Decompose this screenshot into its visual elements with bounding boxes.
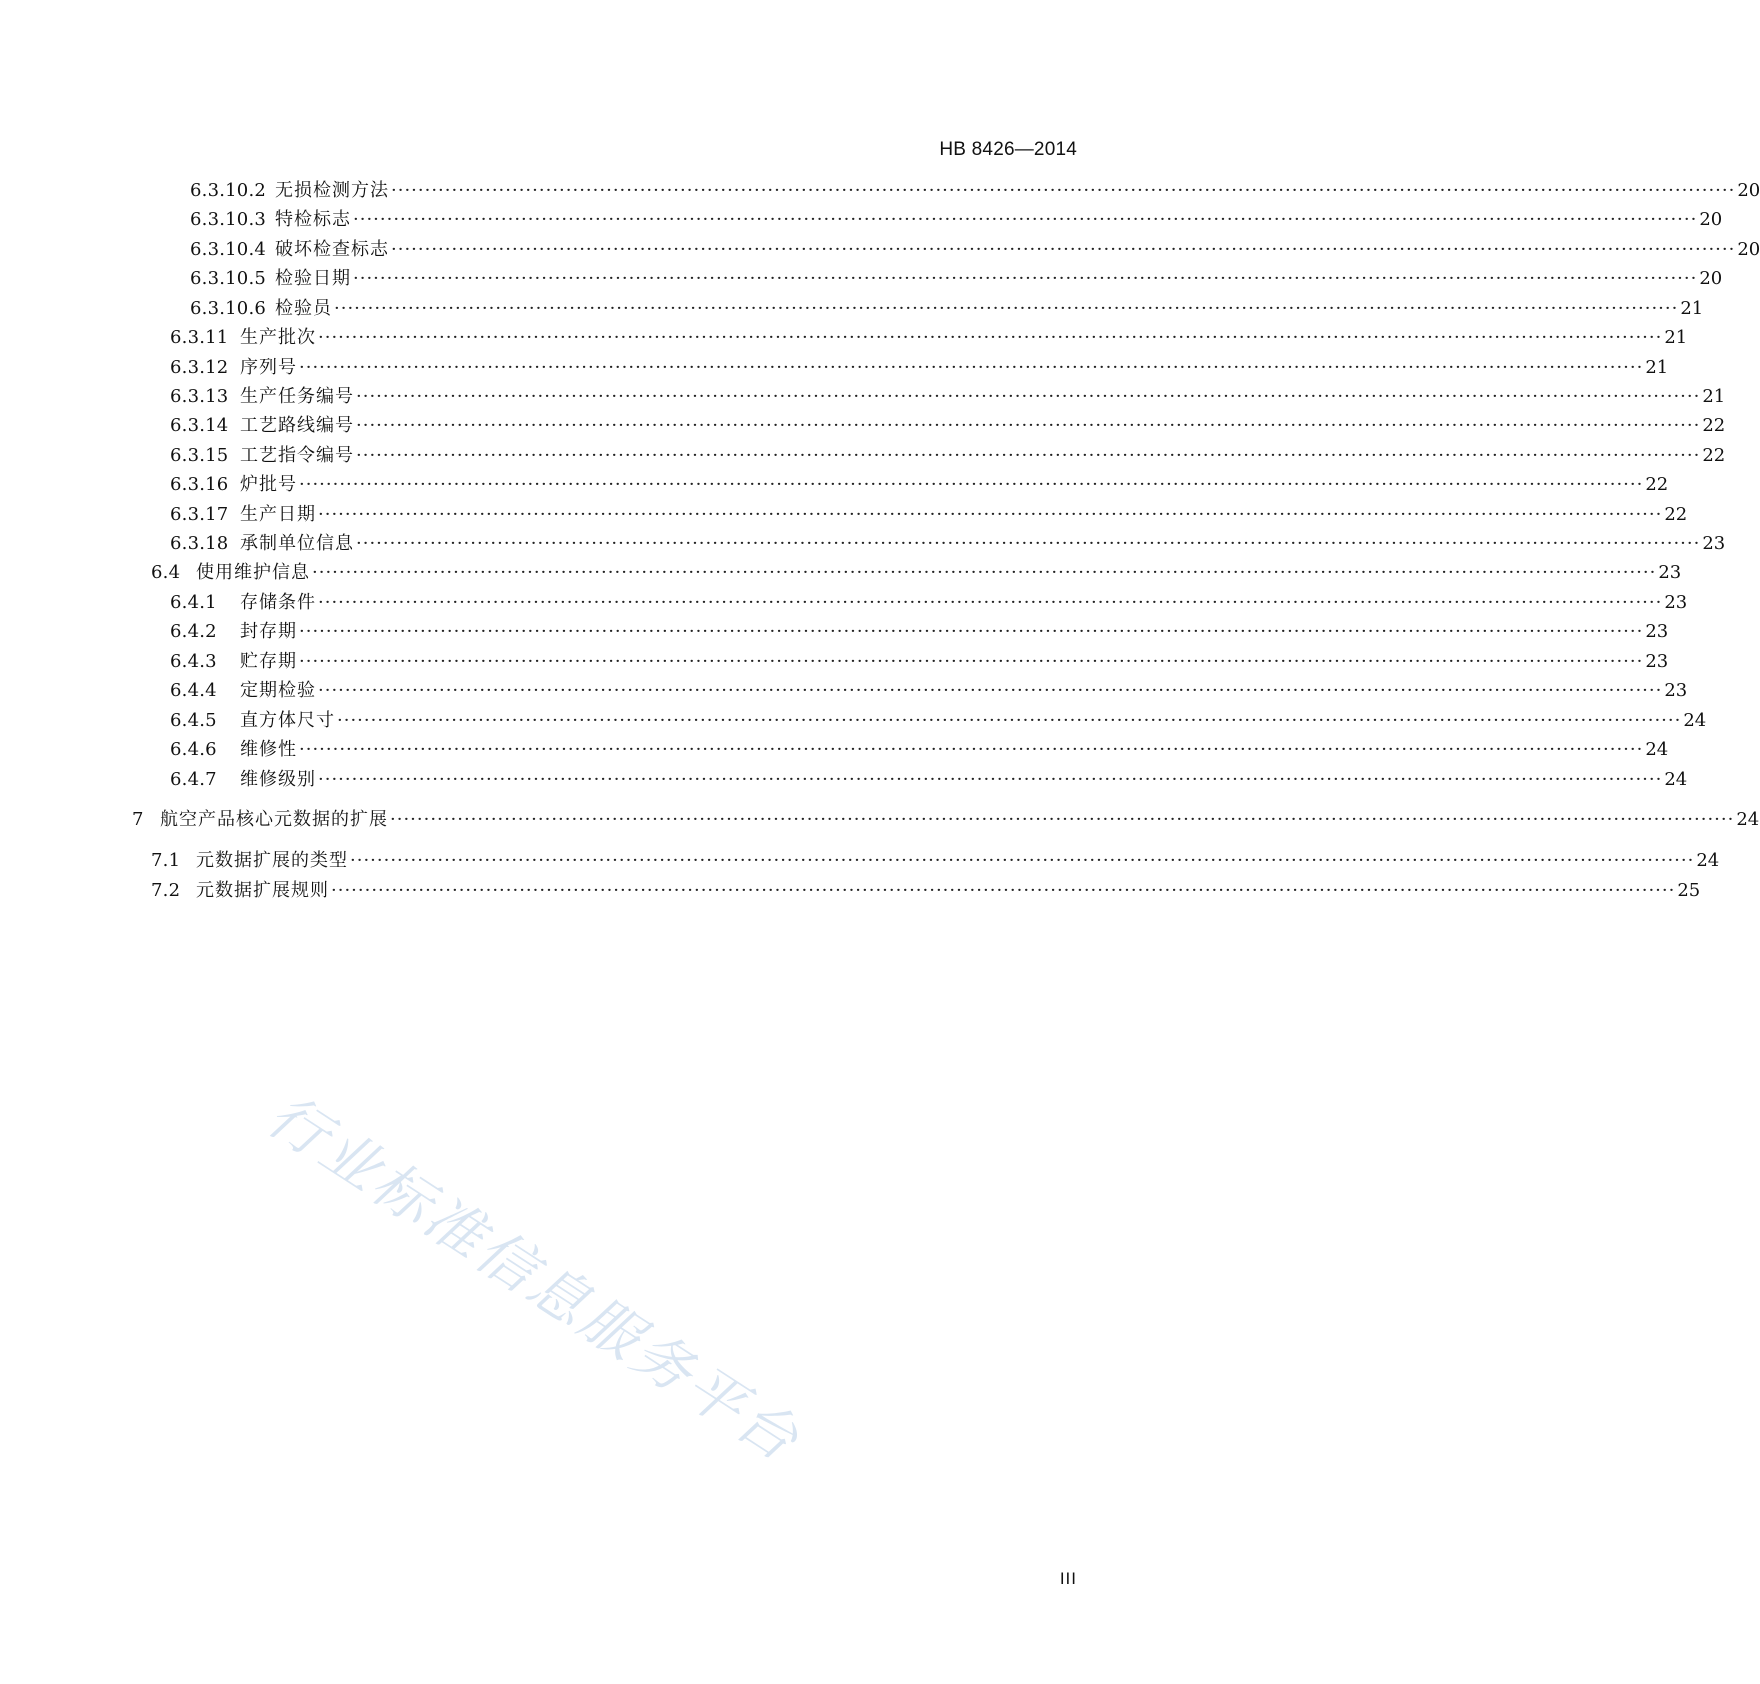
toc-entry-number: 6.3.11 xyxy=(170,327,229,348)
toc-entry-title: 炉批号 xyxy=(240,474,297,495)
toc-entry-page: 22 xyxy=(1664,504,1688,525)
toc-entry-page: 24 xyxy=(1736,809,1760,830)
toc-entry[interactable] xyxy=(170,529,1726,559)
toc-entry[interactable] xyxy=(151,876,1701,906)
toc-entry-page: 24 xyxy=(1696,850,1720,871)
toc-entry-page: 23 xyxy=(1664,680,1688,701)
toc-entry[interactable] xyxy=(170,382,1726,412)
toc-entry[interactable] xyxy=(170,353,1669,383)
toc-leader-dots: ········································································································································································································ xyxy=(312,562,1657,583)
toc-leader-dots: ········································································································································································································ xyxy=(350,850,1695,871)
toc-entry[interactable] xyxy=(170,500,1688,530)
toc-entry-page: 24 xyxy=(1664,769,1688,790)
toc-entry-number: 6.3.10.2 xyxy=(190,180,267,201)
toc-leader-dots: ········································································································································································································ xyxy=(390,809,1735,830)
toc-entry[interactable] xyxy=(132,805,1760,835)
toc-entry-number: 6.3.18 xyxy=(170,533,229,554)
toc-entry-page: 25 xyxy=(1677,880,1701,901)
toc-entry-page: 20 xyxy=(1737,239,1760,260)
toc-entry-title: 航空产品核心元数据的扩展 xyxy=(160,809,388,830)
toc-entry-number: 6.4.6 xyxy=(170,739,217,760)
toc-leader-dots: ········································································································································································································ xyxy=(356,533,1701,554)
toc-entry-title: 使用维护信息 xyxy=(196,562,310,583)
toc-entry[interactable] xyxy=(190,294,1704,324)
toc-leader-dots: ········································································································································································································ xyxy=(299,739,1644,760)
toc-entry-title: 特检标志 xyxy=(275,209,351,230)
toc-entry-number: 6.3.10.5 xyxy=(190,268,267,289)
toc-entry[interactable] xyxy=(170,706,1707,736)
toc-entry-title: 维修性 xyxy=(240,739,297,760)
toc-entry-title: 直方体尺寸 xyxy=(240,710,335,731)
toc-entry-title: 维修级别 xyxy=(240,769,316,790)
toc-entry[interactable] xyxy=(170,588,1688,618)
toc-entry-title: 破坏检查标志 xyxy=(275,239,389,260)
toc-leader-dots: ········································································································································································································ xyxy=(318,769,1663,790)
toc-leader-dots: ········································································································································································································ xyxy=(318,327,1663,348)
toc-entry-number: 7 xyxy=(132,809,144,830)
toc-entry-number: 6.3.12 xyxy=(170,357,229,378)
toc-leader-dots: ········································································································································································································ xyxy=(353,209,1698,230)
toc-entry[interactable] xyxy=(170,647,1669,677)
toc-entry-title: 承制单位信息 xyxy=(240,533,354,554)
watermark: 行业标准信息服务平台 xyxy=(255,1080,813,1476)
page-number: III xyxy=(1059,1569,1077,1588)
toc-entry-title: 元数据扩展的类型 xyxy=(196,850,348,871)
toc-entry-number: 7.1 xyxy=(151,850,181,871)
toc-leader-dots: ········································································································································································································ xyxy=(299,621,1644,642)
toc-entry-number: 6.3.14 xyxy=(170,415,229,436)
toc-entry-number: 6.3.15 xyxy=(170,445,229,466)
toc-entry-number: 6.3.10.3 xyxy=(190,209,267,230)
toc-entry[interactable] xyxy=(170,735,1669,765)
toc-entry-title: 生产日期 xyxy=(240,504,316,525)
toc-entry[interactable] xyxy=(170,765,1688,795)
toc-entry-page: 22 xyxy=(1645,474,1669,495)
toc-entry-number: 6.4.4 xyxy=(170,680,217,701)
toc-entry-title: 序列号 xyxy=(240,357,297,378)
toc-leader-dots: ········································································································································································································ xyxy=(337,710,1682,731)
toc-entry-number: 6.4.7 xyxy=(170,769,217,790)
toc-leader-dots: ········································································································································································································ xyxy=(391,239,1736,260)
toc-entry-number: 6.3.16 xyxy=(170,474,229,495)
toc-entry[interactable] xyxy=(190,264,1723,294)
toc-entry-title: 贮存期 xyxy=(240,651,297,672)
toc-entry[interactable] xyxy=(190,176,1760,206)
toc-entry-number: 6.3.17 xyxy=(170,504,229,525)
toc-entry-title: 存储条件 xyxy=(240,592,316,613)
toc-entry-number: 6.4.1 xyxy=(170,592,217,613)
toc-leader-dots: ········································································································································································································ xyxy=(391,180,1736,201)
toc-entry[interactable] xyxy=(170,617,1669,647)
toc-leader-dots: ········································································································································································································ xyxy=(299,474,1644,495)
toc-entry-page: 20 xyxy=(1699,209,1723,230)
toc-entry-title: 定期检验 xyxy=(240,680,316,701)
toc-entry-title: 生产任务编号 xyxy=(240,386,354,407)
toc-entry[interactable] xyxy=(170,676,1688,706)
toc-entry-page: 20 xyxy=(1737,180,1760,201)
toc-entry-number: 6.3.13 xyxy=(170,386,229,407)
toc-entry-title: 检验员 xyxy=(275,298,332,319)
toc-entry[interactable] xyxy=(190,235,1760,265)
toc-leader-dots: ········································································································································································································ xyxy=(356,445,1701,466)
toc-leader-dots: ········································································································································································································ xyxy=(334,298,1679,319)
toc-entry[interactable] xyxy=(170,411,1726,441)
toc-entry[interactable] xyxy=(151,558,1682,588)
toc-entry-number: 6.4.3 xyxy=(170,651,217,672)
toc-entry-page: 24 xyxy=(1645,739,1669,760)
toc-entry-number: 6.4.2 xyxy=(170,621,217,642)
toc-entry-page: 23 xyxy=(1645,621,1669,642)
toc-leader-dots: ········································································································································································································ xyxy=(318,680,1663,701)
toc-entry-page: 21 xyxy=(1680,298,1704,319)
toc-leader-dots: ········································································································································································································ xyxy=(299,357,1644,378)
toc-entry-page: 23 xyxy=(1658,562,1682,583)
toc-entry[interactable] xyxy=(190,205,1723,235)
toc-entry-number: 6.4.5 xyxy=(170,710,217,731)
toc-leader-dots: ········································································································································································································ xyxy=(356,415,1701,436)
toc-entry[interactable] xyxy=(170,323,1688,353)
toc-entry-title: 生产批次 xyxy=(240,327,316,348)
toc-entry-page: 21 xyxy=(1645,357,1669,378)
toc-entry-number: 6.3.10.4 xyxy=(190,239,267,260)
toc-entry-page: 24 xyxy=(1683,710,1707,731)
toc-entry-page: 23 xyxy=(1645,651,1669,672)
toc-leader-dots: ········································································································································································································ xyxy=(318,592,1663,613)
toc-entry-title: 检验日期 xyxy=(275,268,351,289)
toc-entry[interactable] xyxy=(170,470,1669,500)
document-code: HB 8426—2014 xyxy=(939,139,1077,160)
toc-entry-number: 6.4 xyxy=(151,562,181,583)
toc-entry-page: 23 xyxy=(1702,533,1726,554)
toc-entry-title: 元数据扩展规则 xyxy=(196,880,329,901)
toc-entry-number: 6.3.10.6 xyxy=(190,298,267,319)
toc-entry-title: 无损检测方法 xyxy=(275,180,389,201)
toc-entry-number: 7.2 xyxy=(151,880,181,901)
toc-entry-page: 22 xyxy=(1702,415,1726,436)
toc-entry[interactable] xyxy=(151,846,1720,876)
toc-entry-page: 21 xyxy=(1702,386,1726,407)
toc-leader-dots: ········································································································································································································ xyxy=(299,651,1644,672)
toc-entry-page: 20 xyxy=(1699,268,1723,289)
toc-leader-dots: ········································································································································································································ xyxy=(356,386,1701,407)
toc-leader-dots: ········································································································································································································ xyxy=(331,880,1676,901)
toc-entry[interactable] xyxy=(170,441,1726,471)
toc-entry-title: 工艺路线编号 xyxy=(240,415,354,436)
toc-entry-page: 23 xyxy=(1664,592,1688,613)
toc-entry-page: 22 xyxy=(1702,445,1726,466)
toc-entry-page: 21 xyxy=(1664,327,1688,348)
toc-leader-dots: ········································································································································································································ xyxy=(318,504,1663,525)
toc-entry-title: 工艺指令编号 xyxy=(240,445,354,466)
toc-leader-dots: ········································································································································································································ xyxy=(353,268,1698,289)
toc-entry-title: 封存期 xyxy=(240,621,297,642)
